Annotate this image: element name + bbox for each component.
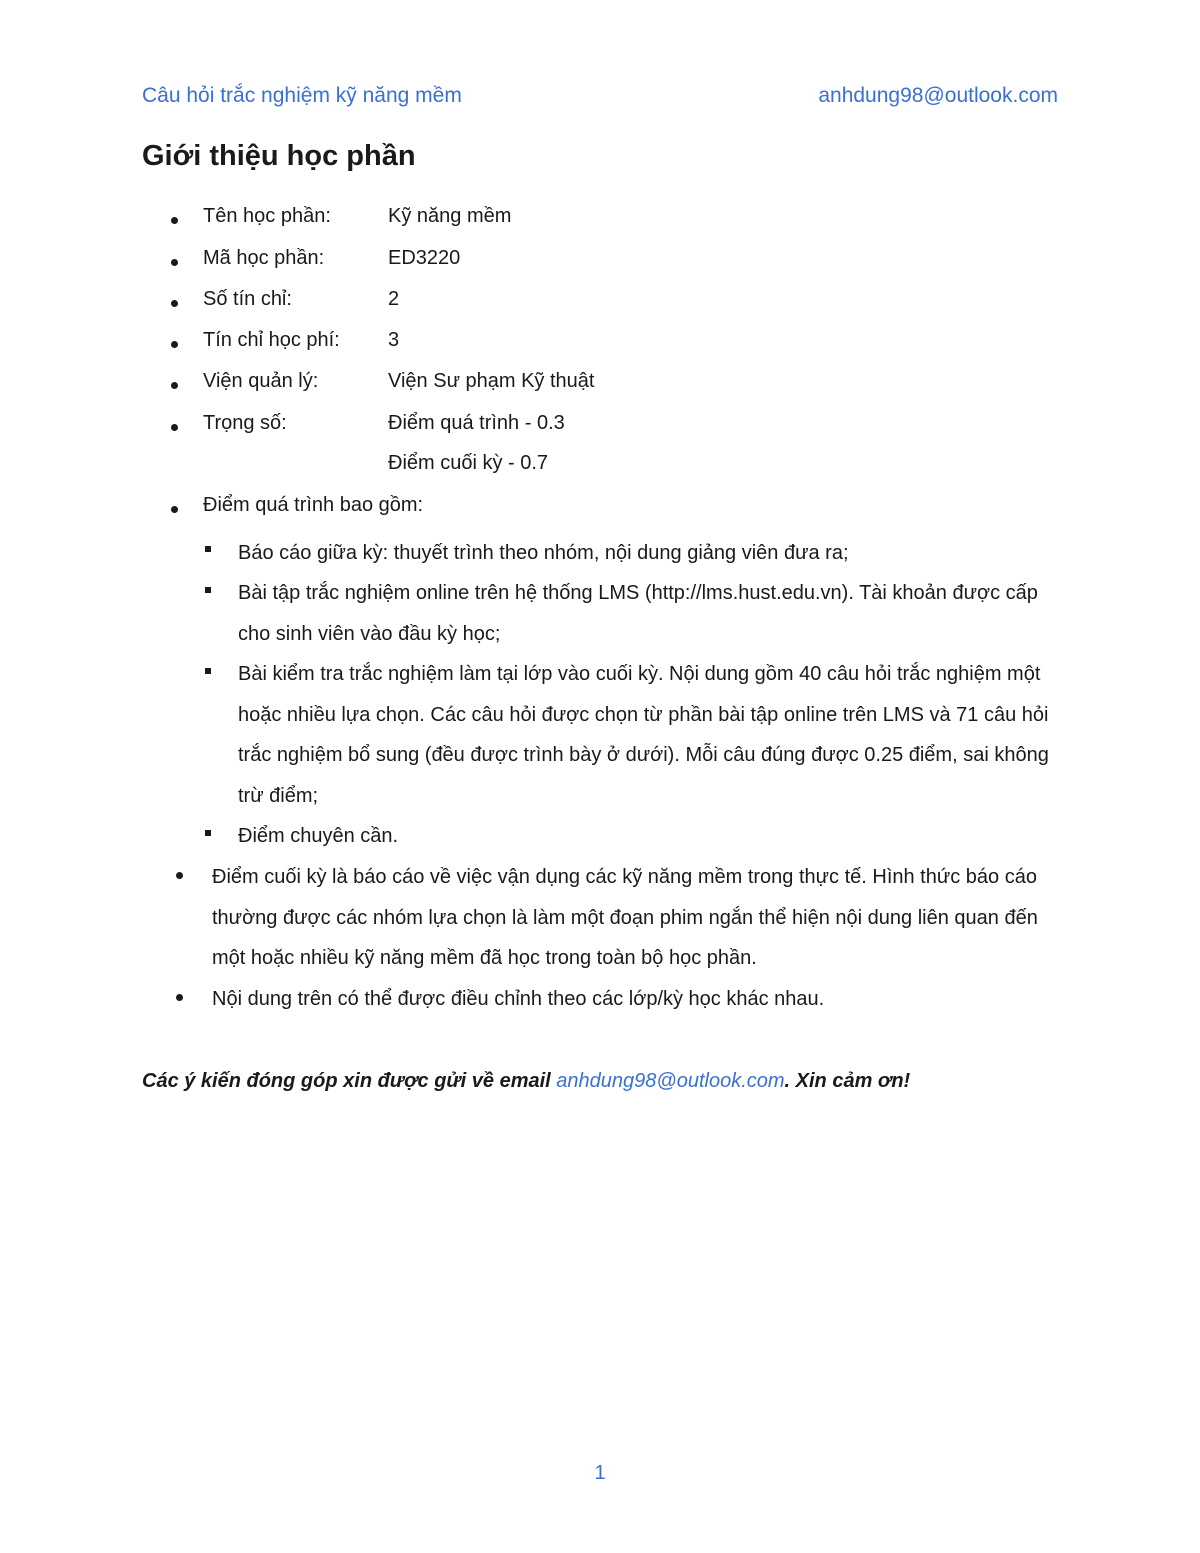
bullet-icon	[176, 994, 183, 1001]
header-title: Câu hỏi trắc nghiệm kỹ năng mềm	[142, 84, 462, 107]
page-number: 1	[594, 1462, 606, 1484]
square-bullet-icon	[205, 546, 211, 552]
feedback-prefix: Các ý kiến đóng góp xin được gửi về email	[142, 1070, 557, 1092]
feedback-email-link[interactable]: anhdung98@outlook.com	[556, 1070, 785, 1092]
sub-item: Bài kiểm tra trắc nghiệm làm tại lớp vào cuối kỳ. Nội dung gồm 40 câu hỏi trắc nghiệm một hoặc nhiều lựa chọn. Các câu hỏi được chọn từ phần bài tập online trên LMS và 71 câu hỏi trắc nghiệm bổ sung (đều được trình bày ở dưới). Mỗi câu đúng được 0.25 điểm, sai không trừ điểm;	[238, 663, 1049, 808]
final-grade-paragraph: Điểm cuối kỳ là báo cáo về việc vận dụng các kỹ năng mềm trong thực tế. Hình thức báo cáo thường được các nhóm lựa chọn là làm một đoạn phim ngắn thể hiện nội dung liên quan đến một hoặc nhiều kỹ năng mềm đã học trong toàn bộ học phần.	[212, 866, 1038, 970]
sub-item: Bài tập trắc nghiệm online trên hệ thống LMS (http://lms.hust.edu.vn). Tài khoản được cấp cho sinh viên vào đầu kỳ học;	[238, 582, 1038, 645]
info-label: Số tín chỉ:	[203, 288, 292, 310]
info-label: Viện quản lý:	[203, 370, 319, 392]
info-label: Điểm quá trình bao gồm:	[203, 494, 424, 516]
info-value: 2	[388, 288, 400, 310]
info-label: Tín chỉ học phí:	[203, 329, 340, 351]
bullet-icon	[171, 259, 178, 266]
feedback-note	[142, 1070, 910, 1093]
bullet-icon	[171, 506, 178, 513]
info-value: ED3220	[388, 247, 461, 269]
info-value: Viện Sư phạm Kỹ thuật	[388, 370, 595, 392]
bullet-icon	[171, 341, 178, 348]
info-value: Kỹ năng mềm	[388, 205, 512, 227]
bullet-icon	[171, 382, 178, 389]
info-label: Trọng số:	[203, 412, 287, 434]
info-value: Điểm quá trình - 0.3	[388, 412, 565, 434]
feedback-suffix: . Xin cảm ơn!	[784, 1070, 911, 1092]
section-title: Giới thiệu học phần	[142, 140, 416, 172]
adjustment-note: Nội dung trên có thể được điều chỉnh theo các lớp/kỳ học khác nhau.	[212, 988, 825, 1010]
info-label: Mã học phần:	[203, 247, 325, 269]
square-bullet-icon	[205, 830, 211, 836]
header-email: anhdung98@outlook.com	[818, 84, 1058, 107]
bullet-icon	[171, 217, 178, 224]
square-bullet-icon	[205, 587, 211, 593]
info-value: 3	[388, 329, 400, 351]
sub-item: Báo cáo giữa kỳ: thuyết trình theo nhóm, nội dung giảng viên đưa ra;	[238, 542, 849, 564]
sub-item: Điểm chuyên cần.	[238, 825, 399, 847]
info-label: Tên học phần:	[203, 205, 331, 227]
info-value: Điểm cuối kỳ - 0.7	[388, 452, 549, 474]
bullet-icon	[171, 424, 178, 431]
square-bullet-icon	[205, 668, 211, 674]
bullet-icon	[171, 300, 178, 307]
bullet-icon	[176, 872, 183, 879]
